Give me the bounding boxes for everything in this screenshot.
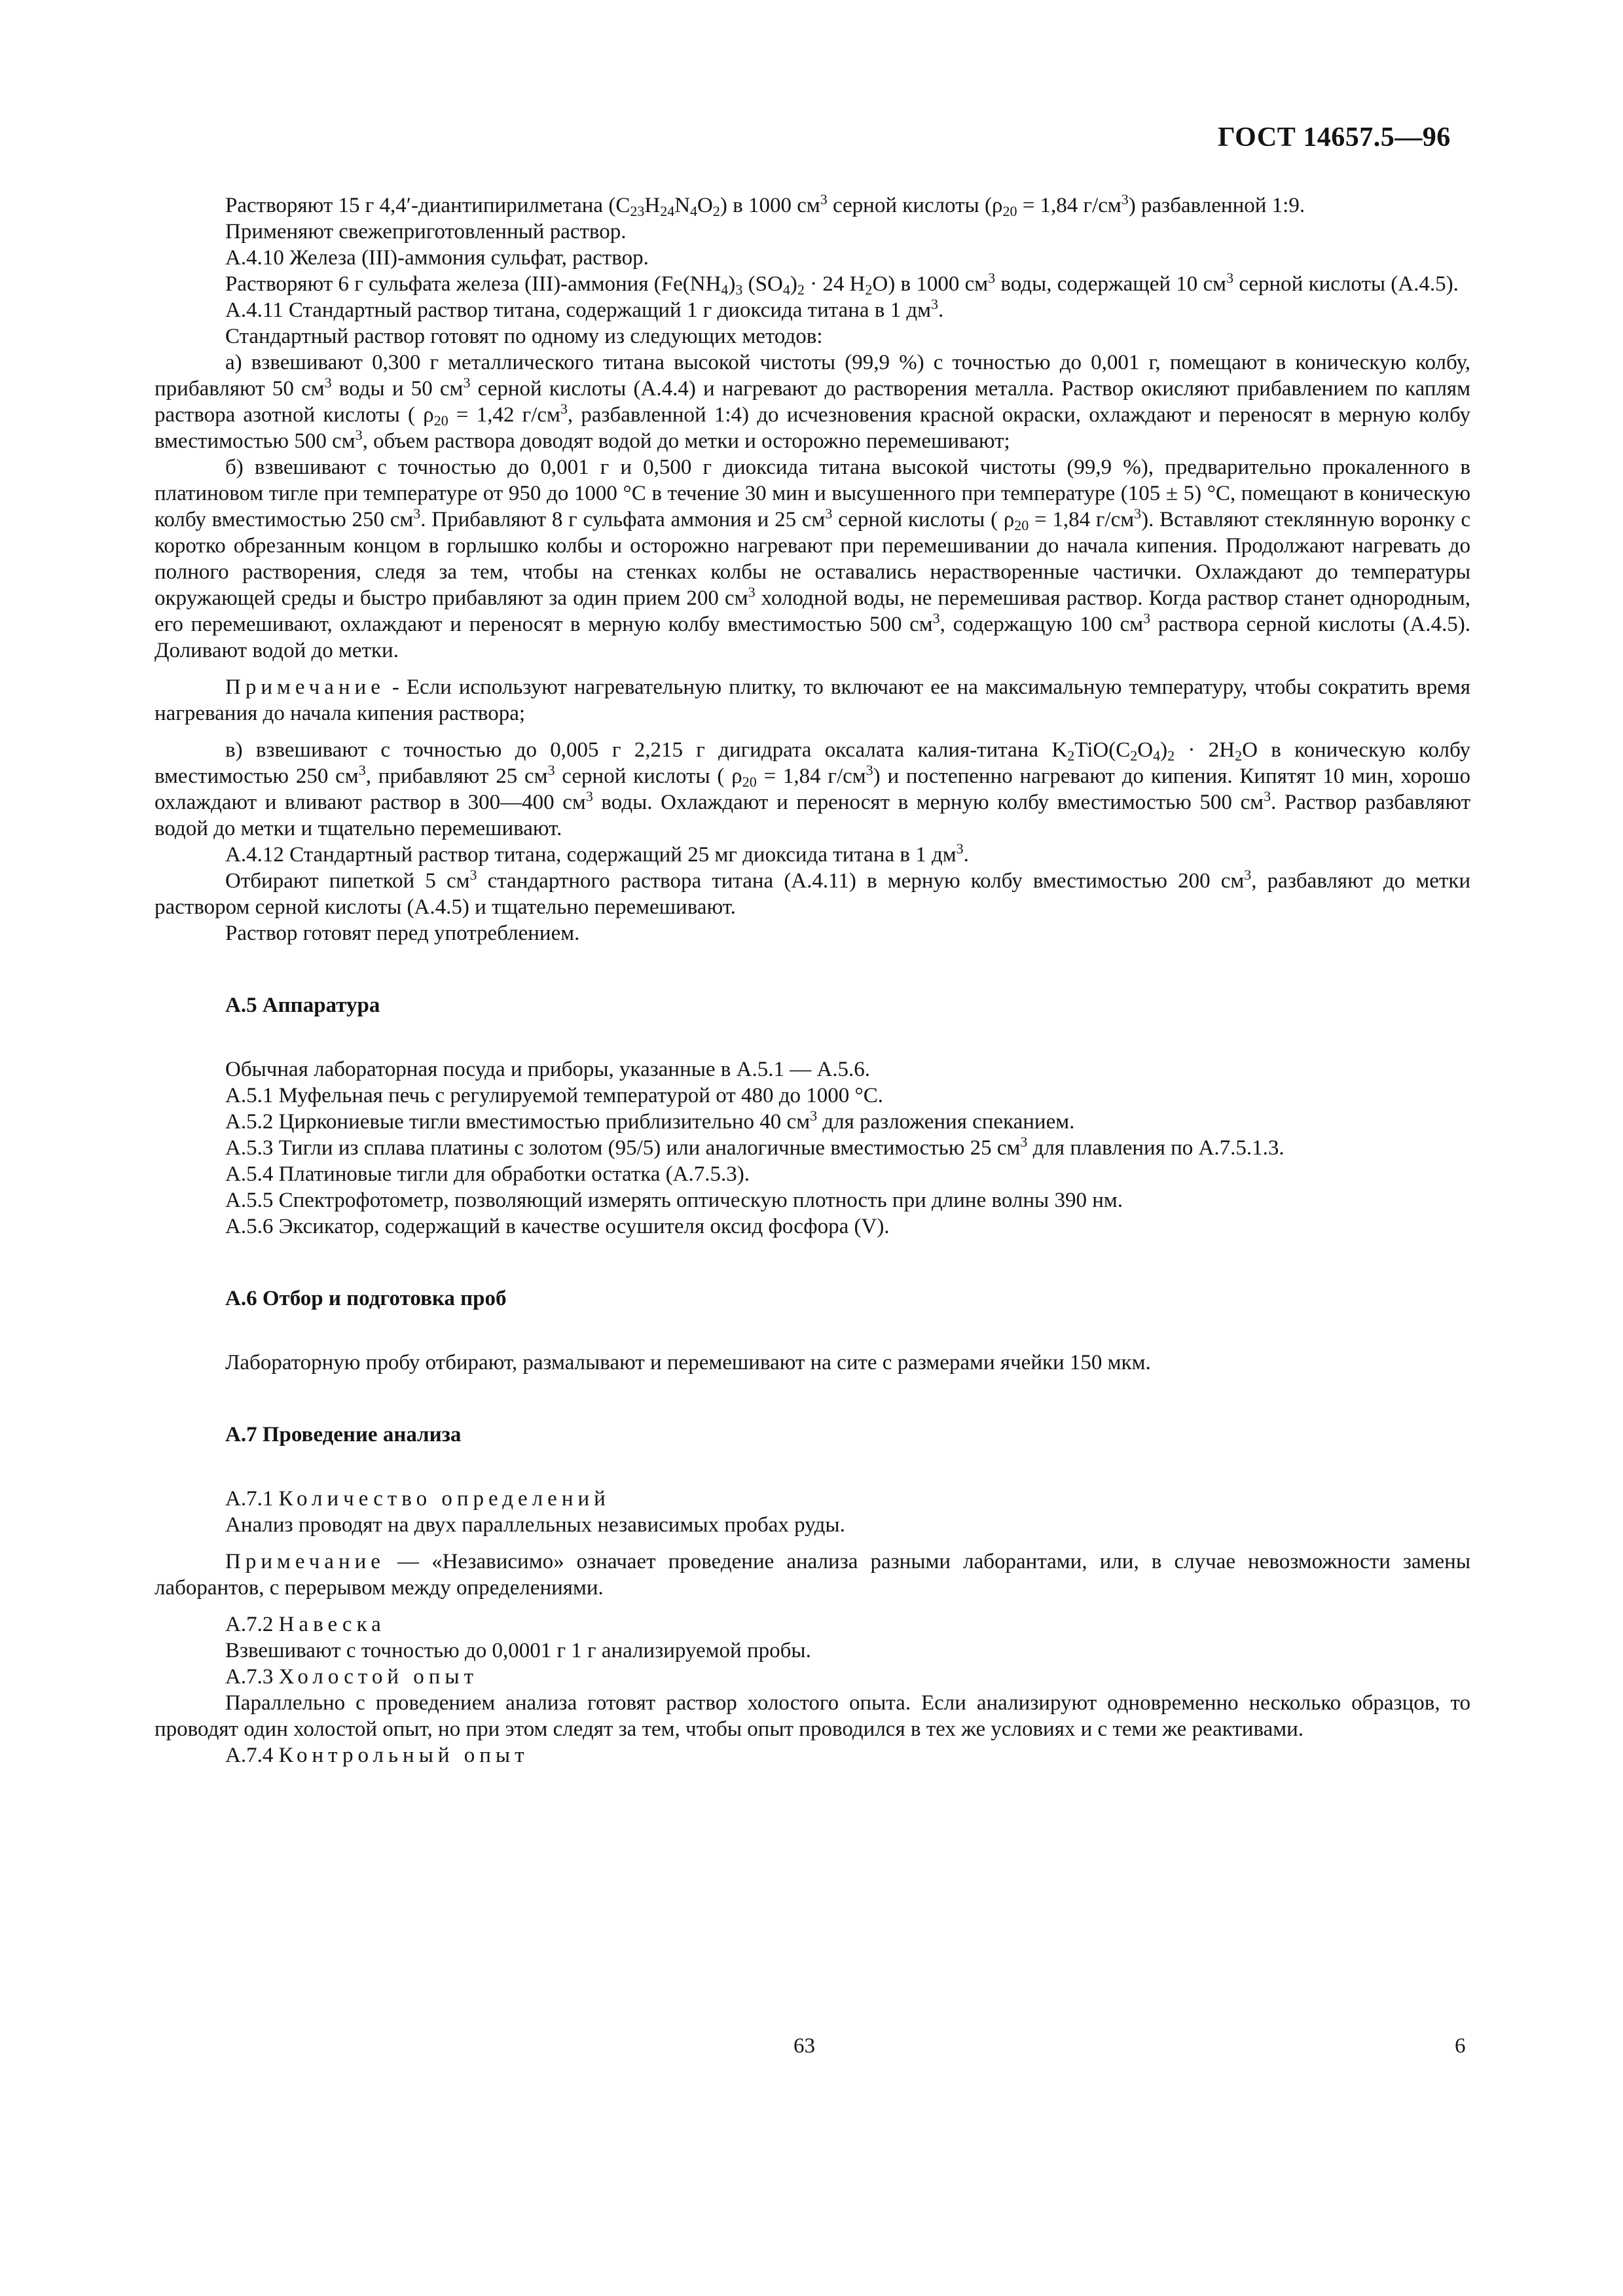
text-run: Стандартный раствор готовят по одному из следующих методов: xyxy=(225,325,823,348)
paragraph xyxy=(155,323,1470,350)
text-run: = 1,42 г/см xyxy=(448,403,560,427)
superscript: 3 xyxy=(1244,867,1252,883)
text-run: А.5.4 Платиновые тигли для обработки остатка (А.7.5.3). xyxy=(225,1162,750,1186)
paragraph xyxy=(155,920,1470,946)
subscript: 20 xyxy=(433,412,448,429)
paragraph xyxy=(155,1135,1470,1161)
text-run: , объем раствора доводят водой до метки и осторожно перемешивают; xyxy=(362,429,1010,453)
superscript: 3 xyxy=(820,191,828,207)
superscript: 3 xyxy=(413,505,421,522)
superscript: 3 xyxy=(866,762,873,778)
text-run: . Прибавляют 8 г сульфата аммония и 25 см xyxy=(420,508,826,531)
text-run: для разложения спеканием. xyxy=(817,1110,1075,1134)
text-run: — «Независимо» означает проведение анализа разными лаборантами, или, в случае невозможности замены лаборантов, с перерывом между определениями. xyxy=(155,1550,1470,1600)
superscript: 3 xyxy=(358,762,366,778)
text-run: Растворяют 6 г сульфата железа (III)-аммония (Fe(NH xyxy=(225,272,721,296)
subsection-title: Количество определений xyxy=(278,1487,610,1511)
paragraph xyxy=(155,737,1470,842)
text-run: = 1,84 г/см xyxy=(1029,508,1135,531)
text-run: ) xyxy=(790,272,797,296)
paragraph xyxy=(155,1161,1470,1187)
text-run: А.4.11 Стандартный раствор титана, содержащий 1 г диоксида титана в 1 дм xyxy=(225,298,932,322)
superscript: 3 xyxy=(463,374,471,391)
text-run: ). Вставляют стеклянную воронку с коротко обрезанным концом в горлышко колбы и осторожно нагревают при перемешивании до начала кипения. Продолжают нагревать до полного растворения, следя за тем, чтобы на стенках колбы не оставались нерастворенные частички. Охлаждают до температуры окружающей среды и быстро прибавляют за один прием 200 см xyxy=(155,508,1470,610)
text-run: серной кислоты (А.4.5). xyxy=(1233,272,1459,296)
text-run: Параллельно с проведением анализа готовят раствор холостого опыта. Если анализируют одновременно несколько образцов, то проводят один холостой опыт, но при этом следят за тем, чтобы опыт проводился в тех же условиях и с теми же реактивами. xyxy=(155,1691,1470,1741)
subscript: 4 xyxy=(690,203,698,219)
text-run: , разбавленной 1:4) до исчезновения красной окраски, охлаждают и переносят в мерную колбу вместимостью 500 см xyxy=(155,403,1471,453)
paragraph xyxy=(155,1109,1470,1135)
text-run: А.5.6 Эксикатор, содержащий в качестве осушителя оксид фосфора (V). xyxy=(225,1215,890,1238)
superscript: 3 xyxy=(956,840,964,857)
subscript: 2 xyxy=(1235,747,1243,764)
text-run: ) разбавленной 1:9. xyxy=(1128,194,1305,217)
text-run: ) xyxy=(1160,738,1168,762)
subsection-heading xyxy=(155,1664,1470,1690)
superscript: 3 xyxy=(585,788,593,804)
text-run: А.5.1 Муфельная печь с регулируемой температурой от 480 до 1000 °С. xyxy=(225,1084,883,1107)
subscript: 3 xyxy=(735,281,743,298)
subsection-title: Холостой опыт xyxy=(278,1665,478,1689)
paragraph xyxy=(155,245,1470,271)
text-run: серной кислоты ( ρ xyxy=(555,764,742,788)
superscript: 3 xyxy=(931,296,939,312)
text-run: серной кислоты (А.4.4) и нагревают до растворения металла. Раствор окисляют прибавлением по каплям раствора азотной кислоты ( ρ xyxy=(155,377,1470,427)
superscript: 3 xyxy=(1226,270,1234,286)
subscript: 20 xyxy=(1014,517,1029,533)
text-run: Раствор готовят перед употреблением. xyxy=(225,922,580,945)
page-number: 63 xyxy=(793,2034,815,2058)
superscript: 3 xyxy=(1134,505,1142,522)
subsection-number: А.7.1 xyxy=(225,1487,279,1511)
text-run: · 2H xyxy=(1175,738,1235,762)
text-run: в) взвешивают с точностью до 0,005 г 2,215 г дигидрата оксалата калия-титана K xyxy=(225,738,1068,762)
section-heading: А.5 Аппаратура xyxy=(225,994,380,1017)
subscript: 2 xyxy=(1167,747,1175,764)
subsection-heading xyxy=(155,1611,1470,1638)
sheet-number: 6 xyxy=(1455,2034,1466,2058)
subsection-heading xyxy=(155,1486,1470,1512)
text-run: Применяют свежеприготовленный раствор. xyxy=(225,220,627,243)
text-run: б) взвешивают с точностью до 0,001 г и 0,500 г диоксида титана высокой чистоты (99,9 %), предварительно прокаленного в платиновом тигле при температуре от 950 до 1000 °С в течение 30 мин и высушенного при температуре (105 ± 5) °С, помещают в коническую колбу вместимостью 250 см xyxy=(155,456,1470,531)
paragraph xyxy=(155,1213,1470,1240)
paragraph xyxy=(155,297,1470,323)
paragraph xyxy=(155,454,1470,664)
paragraph xyxy=(155,1638,1470,1664)
text-run: А.4.10 Железа (III)-аммония сульфат, раствор. xyxy=(225,246,649,270)
text-run: А.4.12 Стандартный раствор титана, содержащий 25 мг диоксида титана в 1 дм xyxy=(225,843,957,867)
text-run: А.5.5 Спектрофотометр, позволяющий измерять оптическую плотность при длине волны 390 нм. xyxy=(225,1189,1123,1212)
text-run: O в коническую колбу вместимостью 250 см xyxy=(155,738,1470,788)
text-run: TiO(C xyxy=(1074,738,1131,762)
subscript: 2 xyxy=(797,281,805,298)
superscript: 3 xyxy=(748,584,756,600)
superscript: 3 xyxy=(932,610,940,626)
text-run: , содержащую 100 см xyxy=(939,613,1144,636)
paragraph xyxy=(155,271,1470,297)
superscript: 3 xyxy=(560,401,568,417)
text-run: N xyxy=(674,194,691,217)
text-run: Обычная лабораторная посуда и приборы, указанные в А.5.1 — А.5.6. xyxy=(225,1058,871,1081)
subscript: 2 xyxy=(865,281,873,298)
subscript: 4 xyxy=(1153,747,1161,764)
subsection-number: А.7.4 xyxy=(225,1744,279,1767)
document-body xyxy=(155,192,1470,1768)
subscript: 23 xyxy=(630,203,645,219)
text-run: для плавления по А.7.5.1.3. xyxy=(1027,1136,1285,1160)
text-run: . Раствор разбавляют водой до метки и тщательно перемешивают. xyxy=(155,791,1470,840)
text-run: Взвешивают с точностью до 0,0001 г 1 г анализируемой пробы. xyxy=(225,1639,811,1662)
text-run: ) в 1000 см xyxy=(720,194,820,217)
superscript: 3 xyxy=(988,270,996,286)
subscript: 2 xyxy=(1067,747,1075,764)
subsection-number: А.7.2 xyxy=(225,1613,279,1636)
superscript: 3 xyxy=(825,505,833,522)
section-heading: А.7 Проведение анализа xyxy=(225,1423,462,1446)
text-run: , разбавляют до метки раствором серной кислоты (А.4.5) и тщательно перемешивают. xyxy=(155,869,1470,919)
note-paragraph xyxy=(155,674,1470,726)
text-run: ) и постепенно нагревают до кипения. Кипятят 10 мин, хорошо охлаждают и вливают раствор в 300—400 см xyxy=(155,764,1470,814)
text-run: O xyxy=(1137,738,1154,762)
paragraph xyxy=(155,842,1470,868)
text-run: холодной воды, не перемешивая раствор. Когда раствор станет однородным, его перемешивают, охлаждают и переносят в мерную колбу вместимостью 500 см xyxy=(155,586,1470,636)
superscript: 3 xyxy=(1264,788,1271,804)
superscript: 3 xyxy=(324,374,332,391)
text-run: H xyxy=(644,194,661,217)
superscript: 3 xyxy=(1121,191,1129,207)
paragraph xyxy=(155,1512,1470,1538)
superscript: 3 xyxy=(810,1107,818,1124)
text-run: , прибавляют 25 см xyxy=(365,764,548,788)
text-run: . xyxy=(938,298,944,322)
text-run: раствора серной кислоты (А.4.5). Доливают водой до метки. xyxy=(155,613,1470,662)
text-run: Растворяют 15 г 4,4′-диантипирилметана (C xyxy=(225,194,630,217)
subsection-number: А.7.3 xyxy=(225,1665,279,1689)
paragraph xyxy=(155,350,1470,454)
subscript: 4 xyxy=(782,281,790,298)
subscript: 24 xyxy=(660,203,675,219)
subscript: 2 xyxy=(1130,747,1138,764)
text-run: · 24 H xyxy=(804,272,866,296)
text-run: (SO xyxy=(742,272,783,296)
text-run: - Если используют нагревательную плитку, то включают ее на максимальную температуру, чтобы сократить время нагревания до начала кипения раствора; xyxy=(155,675,1470,725)
subsection-title: Контрольный опыт xyxy=(278,1744,529,1767)
text-run: серной кислоты (ρ xyxy=(827,194,1003,217)
subscript: 20 xyxy=(742,774,757,790)
note-label: Примечание xyxy=(225,675,385,699)
superscript: 3 xyxy=(547,762,555,778)
text-run: серной кислоты ( ρ xyxy=(832,508,1015,531)
text-run: А.5.2 Циркониевые тигли вместимостью приблизительно 40 см xyxy=(225,1110,811,1134)
subscript: 2 xyxy=(712,203,720,219)
text-run: Отбирают пипеткой 5 см xyxy=(225,869,470,893)
text-run: O) в 1000 см xyxy=(872,272,989,296)
text-run: стандартного раствора титана (А.4.11) в мерную колбу вместимостью 200 см xyxy=(477,869,1245,893)
text-run: O xyxy=(697,194,713,217)
superscript: 3 xyxy=(1143,610,1151,626)
text-run: воды. Охлаждают и переносят в мерную колбу вместимостью 500 см xyxy=(593,791,1264,814)
paragraph xyxy=(155,219,1470,245)
subscript: 4 xyxy=(721,281,729,298)
text-run: Анализ проводят на двух параллельных независимых пробах руды. xyxy=(225,1513,845,1537)
text-run: = 1,84 г/см xyxy=(756,764,866,788)
document-code: ГОСТ 14657.5—96 xyxy=(1218,122,1451,152)
subsection-heading xyxy=(155,1742,1470,1768)
text-run: воды, содержащей 10 см xyxy=(995,272,1227,296)
text-run: . xyxy=(963,843,969,867)
superscript: 3 xyxy=(355,427,363,443)
text-run: А.5.3 Тигли из сплава платины с золотом (95/5) или аналогичные вместимостью 25 см xyxy=(225,1136,1021,1160)
paragraph xyxy=(155,1350,1470,1376)
superscript: 3 xyxy=(469,867,477,883)
superscript: 3 xyxy=(1020,1134,1028,1150)
paragraph xyxy=(155,1083,1470,1109)
text-run: = 1,84 г/см xyxy=(1017,194,1122,217)
subsection-title: Навеска xyxy=(278,1613,386,1636)
text-run: воды и 50 см xyxy=(331,377,464,401)
paragraph xyxy=(155,868,1470,920)
note-paragraph xyxy=(155,1549,1470,1601)
section-heading: А.6 Отбор и подготовка проб xyxy=(225,1287,507,1310)
text-run: Лабораторную пробу отбирают, размалывают и перемешивают на сите с размерами ячейки 150 мкм. xyxy=(225,1351,1151,1374)
paragraph xyxy=(155,1056,1470,1083)
paragraph xyxy=(155,1690,1470,1742)
paragraph xyxy=(155,192,1470,219)
text-run: ) xyxy=(728,272,736,296)
paragraph xyxy=(155,1187,1470,1213)
note-label: Примечание xyxy=(225,1550,385,1573)
text-run: а) взвешивают 0,300 г металлического титана высокой чистоты (99,9 %) с точностью до 0,001 г, помещают в коническую колбу, прибавляют 50 см xyxy=(155,351,1470,401)
subscript: 20 xyxy=(1002,203,1017,219)
